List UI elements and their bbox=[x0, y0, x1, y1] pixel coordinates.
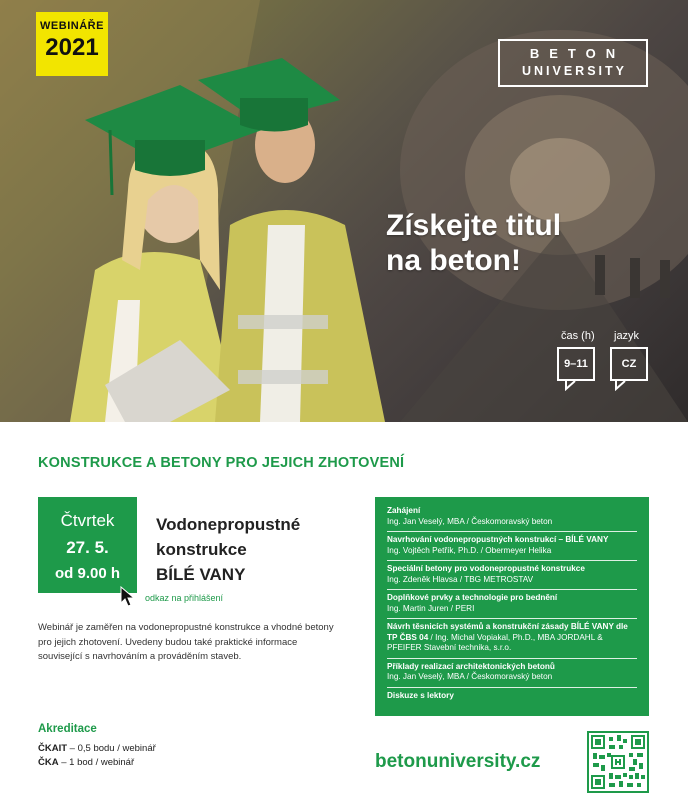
cursor-icon bbox=[120, 586, 136, 608]
date-day: Čtvrtek bbox=[60, 511, 115, 530]
program-item-title: Zahájení bbox=[387, 506, 421, 515]
program-item bbox=[387, 619, 637, 659]
program-item bbox=[387, 688, 637, 706]
program-item bbox=[387, 590, 637, 619]
webinar-description: Webinář je zaměřen na vodonepropustné konstrukce a vhodné betony pro jejich zhotovení. Uvedeny budou také praktické informace související s navrhováním a prováděním staveb. bbox=[38, 622, 334, 662]
accreditation-org: ČKAIT bbox=[38, 743, 68, 754]
program-item-speaker: Ing. Zdeněk Hlavsa / TBG METROSTAV bbox=[387, 574, 534, 584]
program-item-title: Diskuze s lektory bbox=[387, 690, 454, 700]
beton-university-logo bbox=[498, 39, 648, 87]
logo-line1: BETON bbox=[529, 46, 626, 61]
time-box: 9–11 bbox=[557, 347, 595, 381]
accreditation-row bbox=[38, 757, 134, 768]
webinar-topic bbox=[156, 512, 300, 587]
badge-year: 2021 bbox=[45, 34, 99, 61]
program-item-title: Speciální betony pro vodonepropustné konstrukce bbox=[387, 564, 585, 573]
program-item-speaker: Ing. Vojtěch Petřík, Ph.D. / Obermeyer Helika bbox=[387, 545, 552, 555]
program-item-speaker: Ing. Jan Veselý, MBA / Českomoravský beton bbox=[387, 516, 553, 526]
qr-code-icon bbox=[589, 733, 647, 791]
headline-line2: na beton! bbox=[386, 244, 521, 277]
program-item-speaker: Ing. Martin Juren / PERI bbox=[387, 603, 475, 613]
website-link[interactable]: betonuniversity.cz bbox=[375, 751, 541, 772]
date-date: 27. 5. bbox=[66, 538, 109, 557]
accreditation-row bbox=[38, 743, 156, 754]
language-label: jazyk bbox=[614, 330, 640, 342]
topic-line1: Vodonepropustné bbox=[156, 515, 301, 534]
program-item bbox=[387, 561, 637, 590]
program-item-speaker: Ing. Jan Veselý, MBA / Českomoravský beton bbox=[387, 672, 553, 681]
accreditation-text: – 1 bod / webinář bbox=[58, 757, 135, 768]
program-item-title: Doplňkové prvky a technologie pro bednění bbox=[387, 593, 558, 602]
topic-line3: BÍLÉ VANY bbox=[156, 565, 246, 584]
program-item bbox=[387, 659, 637, 688]
date-time: od 9.00 h bbox=[54, 565, 121, 582]
badge-label: WEBINÁŘE bbox=[40, 20, 104, 32]
program-item bbox=[387, 532, 637, 561]
hero-headline bbox=[386, 208, 561, 278]
program-item-title: Návrh těsnicích systémů a konstrukční zásady BÍLÉ VANY dle TP ČBS 04 bbox=[387, 622, 628, 642]
accreditation-org: ČKA bbox=[38, 757, 59, 768]
program-panel bbox=[375, 497, 649, 716]
language-box: CZ bbox=[610, 347, 648, 381]
language-bubble-tail-icon bbox=[615, 379, 629, 391]
date-box bbox=[38, 497, 137, 593]
time-label: čas (h) bbox=[561, 330, 595, 342]
program-item-speaker: / Ing. Michal Vopiakal, Ph.D., MBA JORDAHL & PFEIFER Stavební technika, s.r.o. bbox=[387, 632, 603, 652]
program-item bbox=[387, 503, 637, 532]
registration-link[interactable]: odkaz na přihlášení bbox=[145, 593, 224, 603]
accreditation-text: – 0,5 bodu / webinář bbox=[67, 743, 156, 754]
program-item-title: Příklady realizací architektonických betonů bbox=[387, 661, 555, 671]
webinar-year-badge bbox=[36, 12, 108, 76]
qr-code[interactable] bbox=[587, 731, 649, 793]
program-item-title: Navrhování vodonepropustných konstrukcí – BÍLÉ VANY bbox=[387, 535, 609, 544]
time-bubble-tail-icon bbox=[565, 379, 579, 391]
logo-line2: UNIVERSITY bbox=[521, 64, 627, 78]
section-title: KONSTRUKCE A BETONY PRO JEJICH ZHOTOVENÍ bbox=[38, 455, 405, 471]
accreditation-title: Akreditace bbox=[38, 723, 97, 735]
topic-line2: konstrukce bbox=[156, 540, 247, 559]
headline-line1: Získejte titul bbox=[386, 209, 562, 242]
